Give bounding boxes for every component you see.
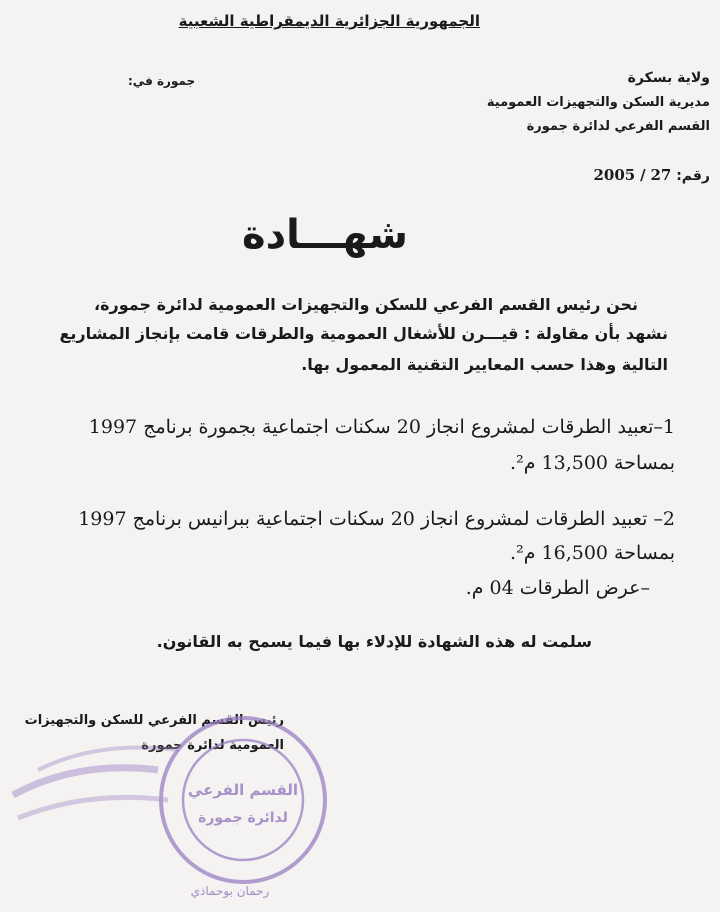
project-item-1-area: بمساحة 13,500 م². — [510, 452, 675, 474]
project-item-2-width: –عرض الطرقات 04 م. — [465, 577, 650, 599]
project-item-2-area: بمساحة 16,500 م². — [510, 542, 675, 564]
body-paragraph-line: نشهد بأن مقاولة : قيـــرن للأشغال العمومية والطرقات قامت بإنجاز المشاريع — [59, 324, 668, 343]
body-paragraph-line: التالية وهذا حسب المعايير التقنية المعمول بها. — [301, 355, 668, 374]
reference-year: 2005 — [593, 166, 636, 184]
wilaya-name: ولاية بسكرة — [627, 70, 710, 86]
reference-value: 27 — [650, 166, 672, 184]
signer-title-line2: العمومية لدائرة جمورة — [141, 738, 284, 753]
project-item-2: 2– تعبيد الطرقات لمشروع انجاز 20 سكنات اجتماعية ببرانيس برنامج 1997 — [78, 508, 675, 530]
signer-title-line1: رئيس القسم الفرعي للسكن والتجهيزات — [24, 713, 284, 728]
stamp-text-2: لدائرة جمورة — [198, 810, 288, 826]
republic-heading: الجمهورية الجزائرية الديمقراطية الشعبية — [178, 12, 480, 30]
reference-separator: / — [640, 166, 646, 184]
reference-number — [593, 166, 710, 184]
project-item-1: 1–تعبيد الطرقات لمشروع انجاز 20 سكنات اجتماعية بجمورة برنامج 1997 — [88, 416, 675, 438]
stamp-text: القسم الفرعي — [187, 781, 299, 799]
reference-label: رقم: — [676, 168, 710, 184]
subdivision-name: القسم الفرعي لدائرة جمورة — [526, 119, 710, 134]
commune-date-label: جمورة في: — [128, 74, 196, 88]
directorate-name: مديرية السكن والتجهيزات العمومية — [486, 95, 710, 110]
closing-statement: سلمت له هذه الشهادة للإدلاء بها فيما يسمح به القانون. — [156, 632, 592, 651]
official-stamp — [8, 700, 338, 900]
body-paragraph-line: نحن رئيس القسم الفرعي للسكن والتجهيزات العمومية لدائرة جمورة، — [94, 295, 638, 314]
signer-name: رحمان بوحماذي — [190, 884, 270, 898]
certificate-title: شهـــادة — [242, 212, 408, 258]
